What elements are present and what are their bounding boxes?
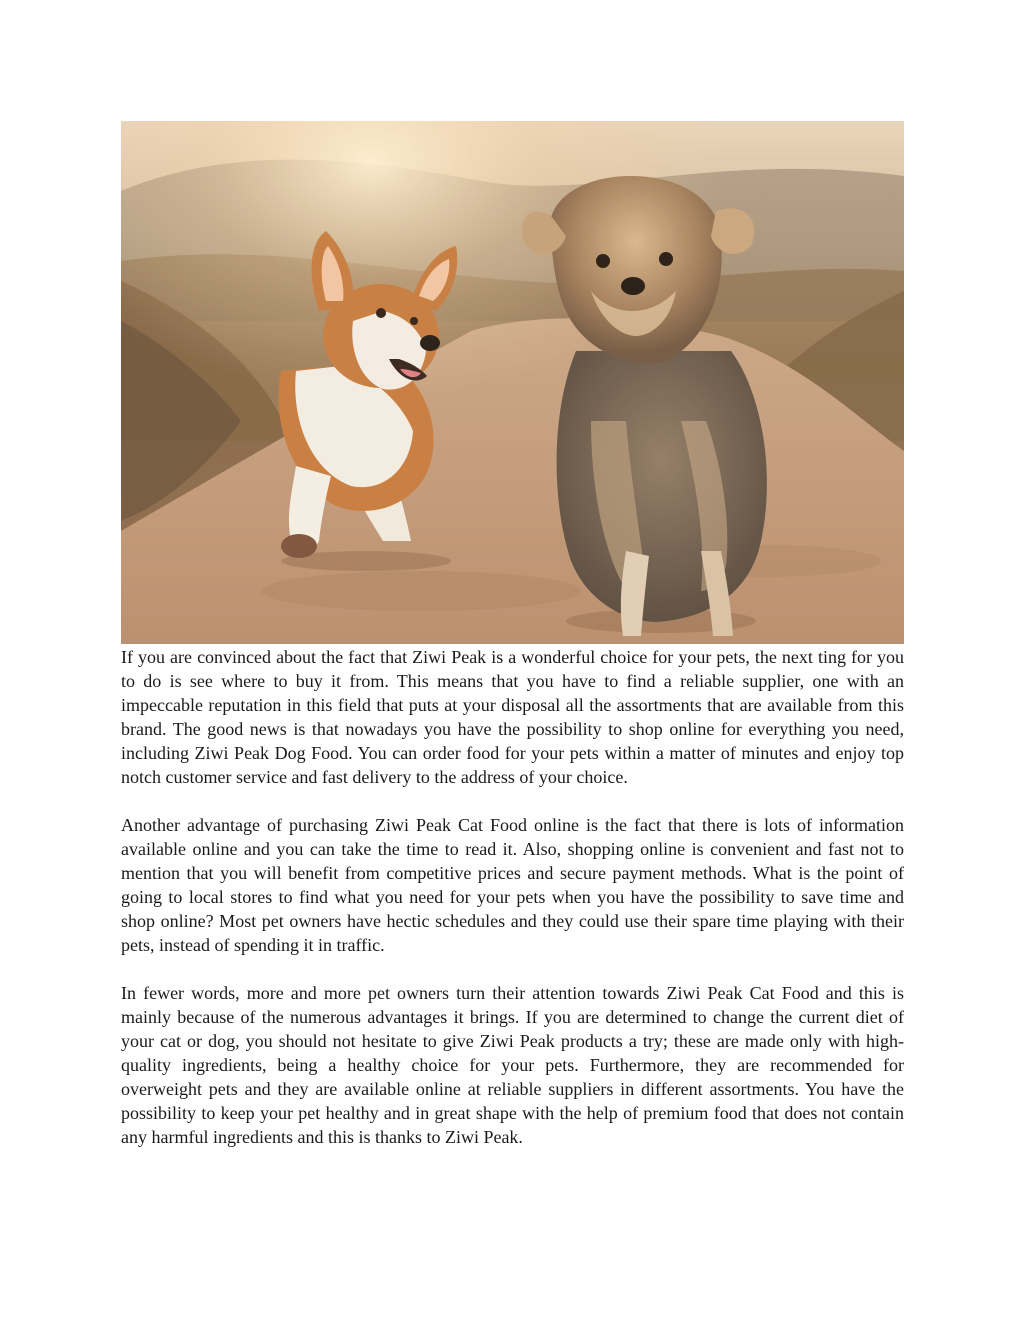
paragraph-2: Another advantage of purchasing Ziwi Peak Cat Food online is the fact that there is lots of information available online and you can take the time to read it. Also, shopping online is convenient and fast not to mention that you will benefit from competitive prices and secure payment methods. What is the point of going to local stores to find what you need for your pets when you have the possibility to save time and shop online? Most pet owners have hectic schedules and they could use their spare time playing with their pets, instead of spending it in traffic. — [121, 815, 904, 955]
article-body — [121, 645, 904, 1173]
paragraph-1: If you are convinced about the fact that Ziwi Peak is a wonderful choice for your pets, the next ting for you to do is see where to buy it from. This means that you have to find a reliable supplier, one with an impeccable reputation in this field that puts at your disposal all the assortments that are available from this brand. The good news is that nowadays you have the possibility to shop online for everything you need, including Ziwi Peak Dog Food. You can order food for your pets within a matter of minutes and enjoy top notch customer service and fast delivery to the address of your choice. — [121, 647, 904, 787]
paragraph-3: In fewer words, more and more pet owners turn their attention towards Ziwi Peak Cat Food and this is mainly because of the numerous advantages it brings. If you are determined to change the current diet of your cat or dog, you should not hesitate to give Ziwi Peak products a try; these are made only with high-quality ingredients, being a healthy choice for your pets. Furthermore, they are recommended for overweight pets and they are available online at reliable suppliers in different assortments. You have the possibility to keep your pet healthy and in great shape with the help of premium food that does not contain any harmful ingredients and this is thanks to Ziwi Peak. — [121, 983, 904, 1147]
dogs-running-photo — [121, 121, 904, 644]
